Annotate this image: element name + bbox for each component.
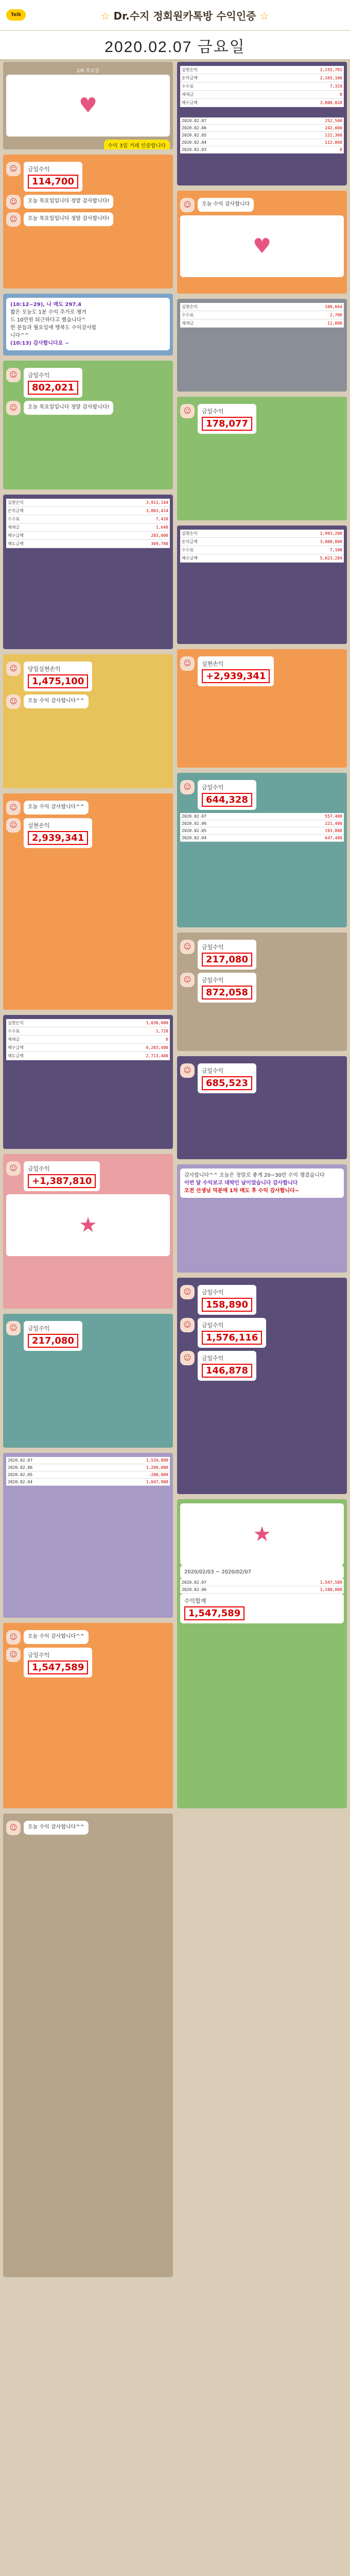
table-row (180, 546, 344, 554)
avatar: ☺ (180, 1285, 195, 1299)
notice-panel (177, 1164, 347, 1273)
row-label: 제세금 (180, 91, 250, 99)
row-value: 2,993,200 (250, 530, 344, 538)
left-column (3, 62, 173, 2576)
row-label: 2020.02.05 (180, 132, 274, 139)
row-label: 2020.02.07 (6, 1457, 92, 1464)
profit-label: 금일수익 (28, 1325, 50, 1332)
message (180, 198, 344, 212)
table-row (6, 1036, 170, 1044)
chat-panel (177, 526, 347, 644)
row-value: 1,534,890 (92, 1457, 170, 1464)
avatar: ☺ (6, 368, 21, 382)
message (180, 973, 344, 1003)
row-value: 5,023,284 (250, 554, 344, 563)
profit-value: 146,878 (202, 1364, 252, 1378)
table-row (180, 146, 344, 154)
avatar: ☺ (6, 212, 21, 227)
row-value: 1,100,000 (266, 1586, 344, 1594)
table-row (180, 1586, 344, 1594)
profit-value: 802,021 (28, 381, 78, 395)
avatar: ☺ (6, 162, 21, 176)
profit-value: 114,700 (28, 175, 78, 189)
row-label: 손익금액 (6, 507, 76, 515)
chat-panel (3, 62, 173, 149)
row-label: 2020.02.05 (6, 1471, 92, 1479)
profit-label: 금일수익 (202, 977, 224, 984)
profit-card (198, 1285, 256, 1315)
notice-panel (3, 294, 173, 355)
star-icon: ☆ (259, 9, 269, 22)
row-value: 3,911,144 (76, 499, 170, 507)
row-value: 1,640 (76, 523, 170, 532)
message (180, 404, 344, 434)
message (6, 368, 170, 398)
chat-panel (3, 1154, 173, 1309)
table-row (180, 82, 344, 91)
row-label: 매수금액 (6, 532, 76, 540)
row-value: 122,360 (274, 132, 344, 139)
chat-panel (3, 155, 173, 289)
right-column (177, 62, 347, 2576)
row-value: 112,060 (274, 139, 344, 146)
header-title (26, 8, 344, 23)
row-label: 매도금액 (6, 540, 76, 548)
notice-line: (10:13) 감사합니다요 ~ (10, 341, 69, 346)
chat-panel (177, 1499, 347, 1808)
message (6, 401, 170, 415)
avatar: ☺ (180, 1351, 195, 1365)
profit-card (24, 818, 92, 848)
message-bubble: 오늘 수익 감사합니다^^ (24, 694, 89, 708)
row-value: 6,203,400 (76, 1044, 170, 1052)
row-value: 1,047,900 (92, 1479, 170, 1486)
message (6, 801, 170, 815)
profit-label: 금일수익 (28, 1165, 50, 1172)
row-value: 242,000 (274, 125, 344, 132)
avatar: ☺ (6, 401, 21, 415)
row-label: 실현손익 (6, 1019, 76, 1027)
row-label: 손익금액 (180, 538, 250, 546)
row-value: 2,165,100 (250, 74, 344, 82)
profit-card (198, 656, 274, 686)
row-value: 3,000,000 (250, 538, 344, 546)
account-table (180, 530, 344, 563)
notice-line: 이번 달 수익보고 대박인 날이었습니다 감사합니다 (184, 1180, 298, 1186)
avatar: ☺ (180, 973, 195, 987)
profit-card (24, 162, 82, 192)
row-label: 2020.02.05 (180, 827, 274, 835)
row-label: 제세금 (6, 523, 76, 532)
avatar: ☺ (6, 662, 21, 676)
message-bubble: 오늘 목요일입니다 정말 감사합니다! (24, 212, 113, 226)
row-value: 2,155,781 (250, 66, 344, 74)
message (6, 140, 170, 149)
row-label: 2020.02.06 (180, 820, 274, 827)
table-row (6, 507, 170, 515)
message-bubble: 오늘 수익 감사합니다 (198, 198, 254, 212)
avatar: ☺ (6, 801, 21, 815)
message (180, 940, 344, 970)
account-table (180, 303, 344, 328)
table-row (180, 835, 344, 842)
avatar: ☺ (6, 818, 21, 833)
table-row (180, 99, 344, 107)
profit-label: 금일수익 (202, 1289, 224, 1296)
date-to: 2020/02/07 (221, 1569, 252, 1575)
table-row (6, 1027, 170, 1036)
avatar: ☺ (6, 195, 21, 209)
profit-label: 금일수익 (202, 1067, 224, 1074)
talk-logo: Talk (6, 9, 26, 21)
notice-line: (10:12~29), 나 매도 297.4 (10, 302, 82, 308)
profit-card (198, 1318, 266, 1348)
row-value: 7,100 (250, 546, 344, 554)
avatar: ☺ (180, 404, 195, 418)
avatar: ☺ (180, 198, 195, 212)
account-table (6, 1457, 170, 1486)
profit-card (198, 940, 256, 970)
row-label: 실현손익 (180, 530, 250, 538)
table-row (180, 820, 344, 827)
row-label: 매수금액 (6, 1044, 76, 1052)
row-value: 2,713,400 (76, 1052, 170, 1060)
message (6, 195, 170, 209)
table-row (180, 66, 344, 74)
row-value: 2,700 (259, 311, 344, 319)
table-row (180, 538, 344, 546)
profit-label: 금일수익 (28, 372, 50, 379)
message (6, 1321, 170, 1351)
table-row (180, 813, 344, 820)
profit-value: +2,939,341 (202, 669, 270, 683)
profit-value: 217,080 (28, 1334, 78, 1348)
chat-panel (3, 1453, 173, 1618)
row-value: 1,547,589 (266, 1579, 344, 1586)
row-label: 2020.02.04 (180, 139, 274, 146)
table-row (180, 139, 344, 146)
row-label: 2020.02.06 (180, 125, 274, 132)
row-value: 0 (250, 91, 344, 99)
date-title: 2020.02.07 금요일 (0, 31, 350, 61)
profit-label: 금일수익 (28, 166, 50, 173)
profit-label: 금일수익 (202, 1355, 224, 1362)
header (0, 0, 350, 31)
row-label: 2020.02.07 (180, 813, 274, 820)
row-value: 1,200,000 (92, 1464, 170, 1471)
row-label: 2020.02.07 (180, 1579, 266, 1586)
message-bubble: 오늘 수익 감사합니다^^ (24, 1821, 89, 1835)
account-table (6, 499, 170, 548)
message-bubble: 수익 3일 거래 인증합니다 (104, 140, 170, 149)
row-value: 3,803,414 (76, 507, 170, 515)
profit-value: 1,576,116 (202, 1331, 262, 1345)
row-label: 매도금액 (6, 1052, 76, 1060)
chat-panel (3, 1314, 173, 1448)
row-value: 7,319 (250, 82, 344, 91)
profit-value: 1,547,589 (28, 1660, 88, 1674)
row-value: 557,400 (274, 813, 344, 820)
row-label: 2020.02.03 (180, 146, 274, 154)
row-label: 2020.02.06 (180, 1586, 266, 1594)
table-row (180, 311, 344, 319)
chat-panel (177, 1056, 347, 1159)
row-label: 손익금액 (180, 74, 250, 82)
chat-panel (177, 397, 347, 520)
row-label: 2020.02.07 (180, 117, 274, 125)
chat-panel (3, 495, 173, 649)
row-label: 수수료 (6, 1027, 76, 1036)
chat-panel (3, 1015, 173, 1149)
row-value: 647,480 (274, 835, 344, 842)
row-label: 2020.02.06 (6, 1464, 92, 1471)
chat-panel (3, 1814, 173, 2277)
profit-card (198, 973, 256, 1003)
profit-label: 실현손익 (28, 822, 50, 829)
table-row (180, 303, 344, 311)
table-row (180, 117, 344, 125)
chat-panel (3, 1623, 173, 1808)
message (180, 1351, 344, 1381)
table-row (6, 515, 170, 523)
row-label: 실현손익 (180, 66, 250, 74)
profit-label: 금일수익 (202, 1322, 224, 1329)
profit-label: 당일실현손익 (28, 666, 61, 672)
message (180, 656, 344, 686)
row-label: 수수료 (180, 82, 250, 91)
profit-value: 872,058 (202, 986, 252, 999)
row-label: 2020.02.04 (180, 835, 274, 842)
message (6, 1648, 170, 1677)
table-row (6, 523, 170, 532)
profit-card (180, 1594, 344, 1623)
chat-panel (177, 1278, 347, 1494)
row-label: 실현손익 (6, 499, 76, 507)
table-row (6, 1052, 170, 1060)
profit-value: 644,328 (202, 793, 252, 807)
avatar: ☺ (6, 1161, 21, 1176)
chat-panel (177, 62, 347, 185)
row-value: 193,880 (274, 827, 344, 835)
table-row (180, 91, 344, 99)
table-row (180, 125, 344, 132)
table-row (180, 319, 344, 328)
message-bubble: 오늘 목요일입니다 정말 감사합니다! (24, 195, 113, 209)
avatar: ☺ (6, 1821, 21, 1835)
message (6, 818, 170, 848)
profit-value: +1,387,810 (28, 1174, 96, 1188)
message-bubble: 오늘 수익 감사합니다^^ (24, 801, 89, 815)
sticker-image: ♥ (6, 75, 170, 137)
profit-label: 실현손익 (202, 660, 224, 667)
row-value: 0 (76, 1036, 170, 1044)
chat-panel (3, 793, 173, 1010)
table-row (6, 1471, 170, 1479)
account-table (180, 66, 344, 107)
sticker-image: ★ (6, 1194, 170, 1256)
row-value: 7,420 (76, 515, 170, 523)
daily-table (180, 117, 344, 154)
table-row (6, 1464, 170, 1471)
table-row (6, 1457, 170, 1464)
message (6, 212, 170, 227)
message (6, 694, 170, 709)
message (6, 1161, 170, 1191)
row-value: 3,800,820 (250, 99, 344, 107)
profit-card (24, 1321, 82, 1351)
chat-panel (177, 649, 347, 768)
avatar: ☺ (6, 1648, 21, 1662)
table-row (180, 530, 344, 538)
profit-value: 1,547,589 (184, 1606, 244, 1620)
avatar: ☺ (180, 1318, 195, 1332)
avatar: ☺ (180, 1063, 195, 1078)
message-bubble: 오늘 수익 감사합니다^^ (24, 1630, 89, 1644)
row-value: 12,000 (259, 319, 344, 328)
message (180, 1285, 344, 1315)
message (6, 1630, 170, 1645)
table-row (180, 132, 344, 139)
row-value: 203,000 (76, 532, 170, 540)
daily-table (180, 813, 344, 842)
row-label: 제세금 (6, 1036, 76, 1044)
avatar: ☺ (180, 656, 195, 671)
avatar: ☺ (6, 1630, 21, 1645)
row-value: 100,664 (259, 303, 344, 311)
notice-box (180, 1168, 344, 1198)
row-label: 매수금액 (180, 554, 250, 563)
notice-line: 오전 선생님 덕분에 1차 매도 후 수익 감사합니다~ (184, 1188, 300, 1194)
message (180, 780, 344, 810)
profit-card (198, 404, 256, 434)
table-row (6, 499, 170, 507)
profit-value: 158,890 (202, 1298, 252, 1312)
message (6, 162, 170, 192)
row-value: 369,700 (76, 540, 170, 548)
notice-line: 니다^^ (10, 333, 29, 338)
daily-table (180, 1579, 344, 1594)
profit-label: 금일수익 (202, 408, 224, 415)
profit-label: 금일수익 (202, 784, 224, 791)
profit-value: 217,080 (202, 953, 252, 967)
profit-card (198, 780, 256, 810)
row-label: 수수료 (180, 546, 250, 554)
date-range-box: 2020/02/03 ~ 2020/02/07 (180, 1565, 344, 1579)
message-bubble: 오늘 목요일입니다 정말 감사합니다! (24, 401, 113, 415)
table-row (180, 74, 344, 82)
chat-panel (3, 654, 173, 788)
notice-line: 감사합니다^^ 오늘은 정말로 좋게 20~30만 수익 챙겼습니다 (184, 1173, 325, 1178)
avatar: ☺ (180, 780, 195, 794)
date-from: 2020/02/03 (184, 1569, 214, 1575)
profit-value: 1,475,100 (28, 674, 88, 688)
notice-line: 드 10만원 퇴근하다고 했습니다^ (10, 317, 86, 323)
profit-value: 685,523 (202, 1076, 252, 1090)
table-row (6, 540, 170, 548)
table-row (6, 1044, 170, 1052)
table-row (6, 1479, 170, 1486)
avatar: ☺ (180, 940, 195, 954)
row-value: 221,400 (274, 820, 344, 827)
profit-card (198, 1351, 256, 1381)
profit-label: 금일수익 (202, 944, 224, 951)
profit-label: 금일수익 (28, 1652, 50, 1658)
chat-panel (177, 773, 347, 927)
profit-card (24, 1161, 100, 1191)
message (6, 662, 170, 691)
account-table (6, 1019, 170, 1060)
profit-card (24, 662, 92, 691)
message (6, 1821, 170, 1835)
row-value: 0 (274, 146, 344, 154)
notice-box (6, 298, 170, 350)
profit-card (198, 1063, 256, 1093)
avatar: ☺ (6, 1321, 21, 1335)
row-label: 매수금액 (180, 99, 250, 107)
chat-panel (177, 191, 347, 294)
row-label: 수수료 (180, 311, 259, 319)
table-row (6, 1019, 170, 1027)
row-label: 실현손익 (180, 303, 259, 311)
table-row (180, 554, 344, 563)
profit-card (24, 1648, 92, 1677)
row-value: 1,720 (76, 1027, 170, 1036)
profit-value: 2,939,341 (28, 831, 88, 845)
sticker-image: ★ (180, 1503, 344, 1565)
avatar: ☺ (6, 694, 21, 709)
profit-card (24, 368, 82, 398)
table-row (6, 532, 170, 540)
row-label: 제세금 (180, 319, 259, 328)
sticker-image: ♥ (180, 215, 344, 277)
chat-panel (177, 299, 347, 392)
row-label: 2020.02.04 (6, 1479, 92, 1486)
profit-label: 수익합계 (184, 1598, 206, 1604)
day-label: 2/6 목요일 (77, 69, 99, 74)
row-value: 252,560 (274, 117, 344, 125)
table-row (180, 1579, 344, 1586)
notice-line: 짧은 오늘도 1분 수익 추가로 챙겨 (10, 310, 86, 315)
row-value: 1,030,000 (76, 1019, 170, 1027)
header-title-text: Dr.수지 정회원카톡방 수익인증 (113, 9, 256, 22)
notice-line: 한 분들과 월요일에 행복도 수익감사합 (10, 325, 97, 331)
chat-panel (3, 361, 173, 489)
table-row (180, 827, 344, 835)
row-value: -200,000 (92, 1471, 170, 1479)
star-icon: ☆ (100, 9, 110, 22)
profit-value: 178,077 (202, 417, 252, 431)
message (180, 1318, 344, 1348)
chat-panel (177, 933, 347, 1051)
row-label: 수수료 (6, 515, 76, 523)
message (180, 1063, 344, 1093)
